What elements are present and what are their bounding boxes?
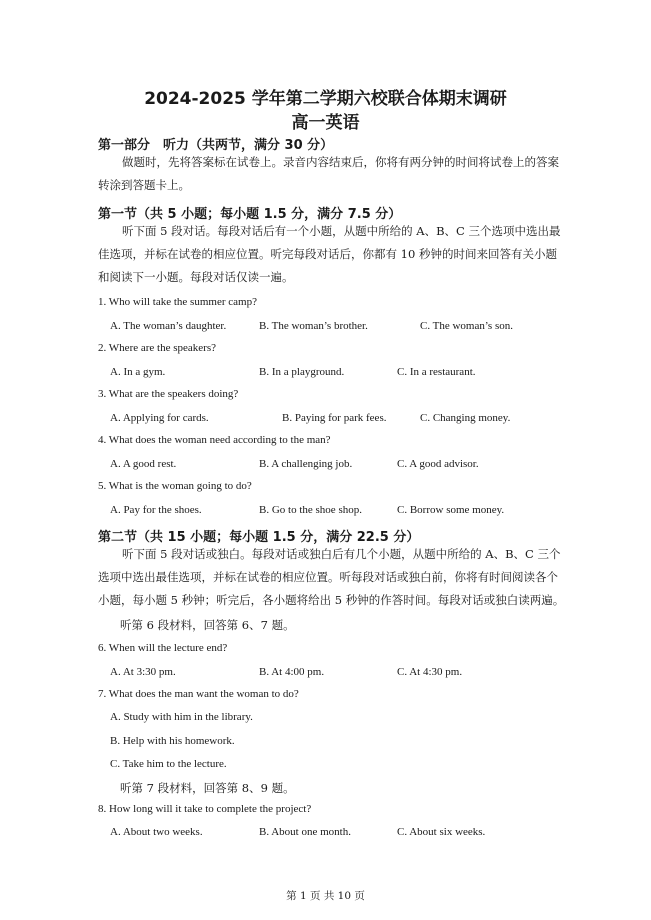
exam-title: 2024-2025 学年第二学期六校联合体期末调研: [144, 89, 507, 109]
instruction-line: 和阅读下一小题。每段对话仅读一遍。: [98, 270, 294, 284]
q8-option-c: C. About six weeks.: [397, 826, 486, 838]
section1-instructions: [98, 220, 561, 289]
q5-option-a: A. Pay for the shoes.: [110, 504, 202, 516]
q6-option-b: B. At 4:00 pm.: [259, 666, 325, 678]
q7-option-b: B. Help with his homework.: [110, 735, 235, 747]
instruction-line: 佳选项，并标在试卷的相应位置。听完每段对话后，你都有 10 秒钟的时间来回答有关小题: [98, 247, 557, 261]
q6-option-a: A. At 3:30 pm.: [110, 666, 176, 678]
q5-option-c: C. Borrow some money.: [397, 504, 505, 516]
material-6-note: 听第 6 段材料，回答第 6、7 题。: [120, 618, 295, 632]
section2-heading: 第二节（共 15 小题；每小题 1.5 分，满分 22.5 分）: [98, 530, 420, 545]
instruction-line: 小题，每小题 5 秒钟；听完后，各小题将给出 5 秒钟的作答时间。每段对话或独白读两遍。: [98, 593, 565, 607]
instruction-line: 选项中选出最佳选项，并标在试卷的相应位置。听每段对话或独白前，你将有时间阅读各个: [98, 570, 558, 584]
instruction-line: 做题时，先将答案标在试卷上。录音内容结束后，你将有两分钟的时间将试卷上的答案: [122, 155, 559, 169]
q5-option-b: B. Go to the shoe shop.: [259, 504, 362, 516]
q7-option-c: C. Take him to the lecture.: [110, 758, 227, 770]
question-1: 1. Who will take the summer camp?: [98, 296, 257, 308]
exam-subject: 高一英语: [291, 113, 360, 133]
question-4: 4. What does the woman need according to the man?: [98, 434, 331, 446]
question-2: 2. Where are the speakers?: [98, 342, 216, 354]
q4-option-c: C. A good advisor.: [397, 458, 479, 470]
q7-option-a: A. Study with him in the library.: [110, 711, 253, 723]
section2-instructions: [98, 543, 565, 612]
instruction-line: 转涂到答题卡上。: [98, 178, 190, 192]
q2-option-a: A. In a gym.: [110, 366, 166, 378]
question-7: 7. What does the man want the woman to do?: [98, 688, 299, 700]
q4-option-b: B. A challenging job.: [259, 458, 353, 470]
question-6: 6. When will the lecture end?: [98, 642, 228, 654]
instruction-line: 听下面 5 段对话。每段对话后有一个小题，从题中所给的 A、B、C 三个选项中选出最: [122, 224, 561, 238]
q3-option-c: C. Changing money.: [420, 412, 511, 424]
q1-option-c: C. The woman’s son.: [420, 320, 513, 332]
q2-option-c: C. In a restaurant.: [397, 366, 476, 378]
page-number: 第 1 页 共 10 页: [286, 890, 365, 902]
question-8: 8. How long will it take to complete the project?: [98, 803, 312, 815]
q3-option-b: B. Paying for park fees.: [282, 412, 387, 424]
q1-option-a: A. The woman’s daughter.: [110, 320, 227, 332]
question-5: 5. What is the woman going to do?: [98, 480, 252, 492]
q8-option-a: A. About two weeks.: [110, 826, 203, 838]
q2-option-b: B. In a playground.: [259, 366, 345, 378]
q3-option-a: A. Applying for cards.: [110, 412, 209, 424]
q4-option-a: A. A good rest.: [110, 458, 177, 470]
q8-option-b: B. About one month.: [259, 826, 351, 838]
section1-heading: 第一节（共 5 小题；每小题 1.5 分，满分 7.5 分）: [98, 207, 402, 222]
q1-option-b: B. The woman’s brother.: [259, 320, 368, 332]
instruction-line: 听下面 5 段对话或独白。每段对话或独白后有几个小题，从题中所给的 A、B、C 三个: [122, 547, 561, 561]
material-7-note: 听第 7 段材料，回答第 8、9 题。: [120, 781, 295, 795]
part1-instructions: [98, 151, 558, 197]
part1-heading: 第一部分 听力（共两节，满分 30 分）: [98, 138, 334, 153]
question-3: 3. What are the speakers doing?: [98, 388, 239, 400]
q6-option-c: C. At 4:30 pm.: [397, 666, 463, 678]
